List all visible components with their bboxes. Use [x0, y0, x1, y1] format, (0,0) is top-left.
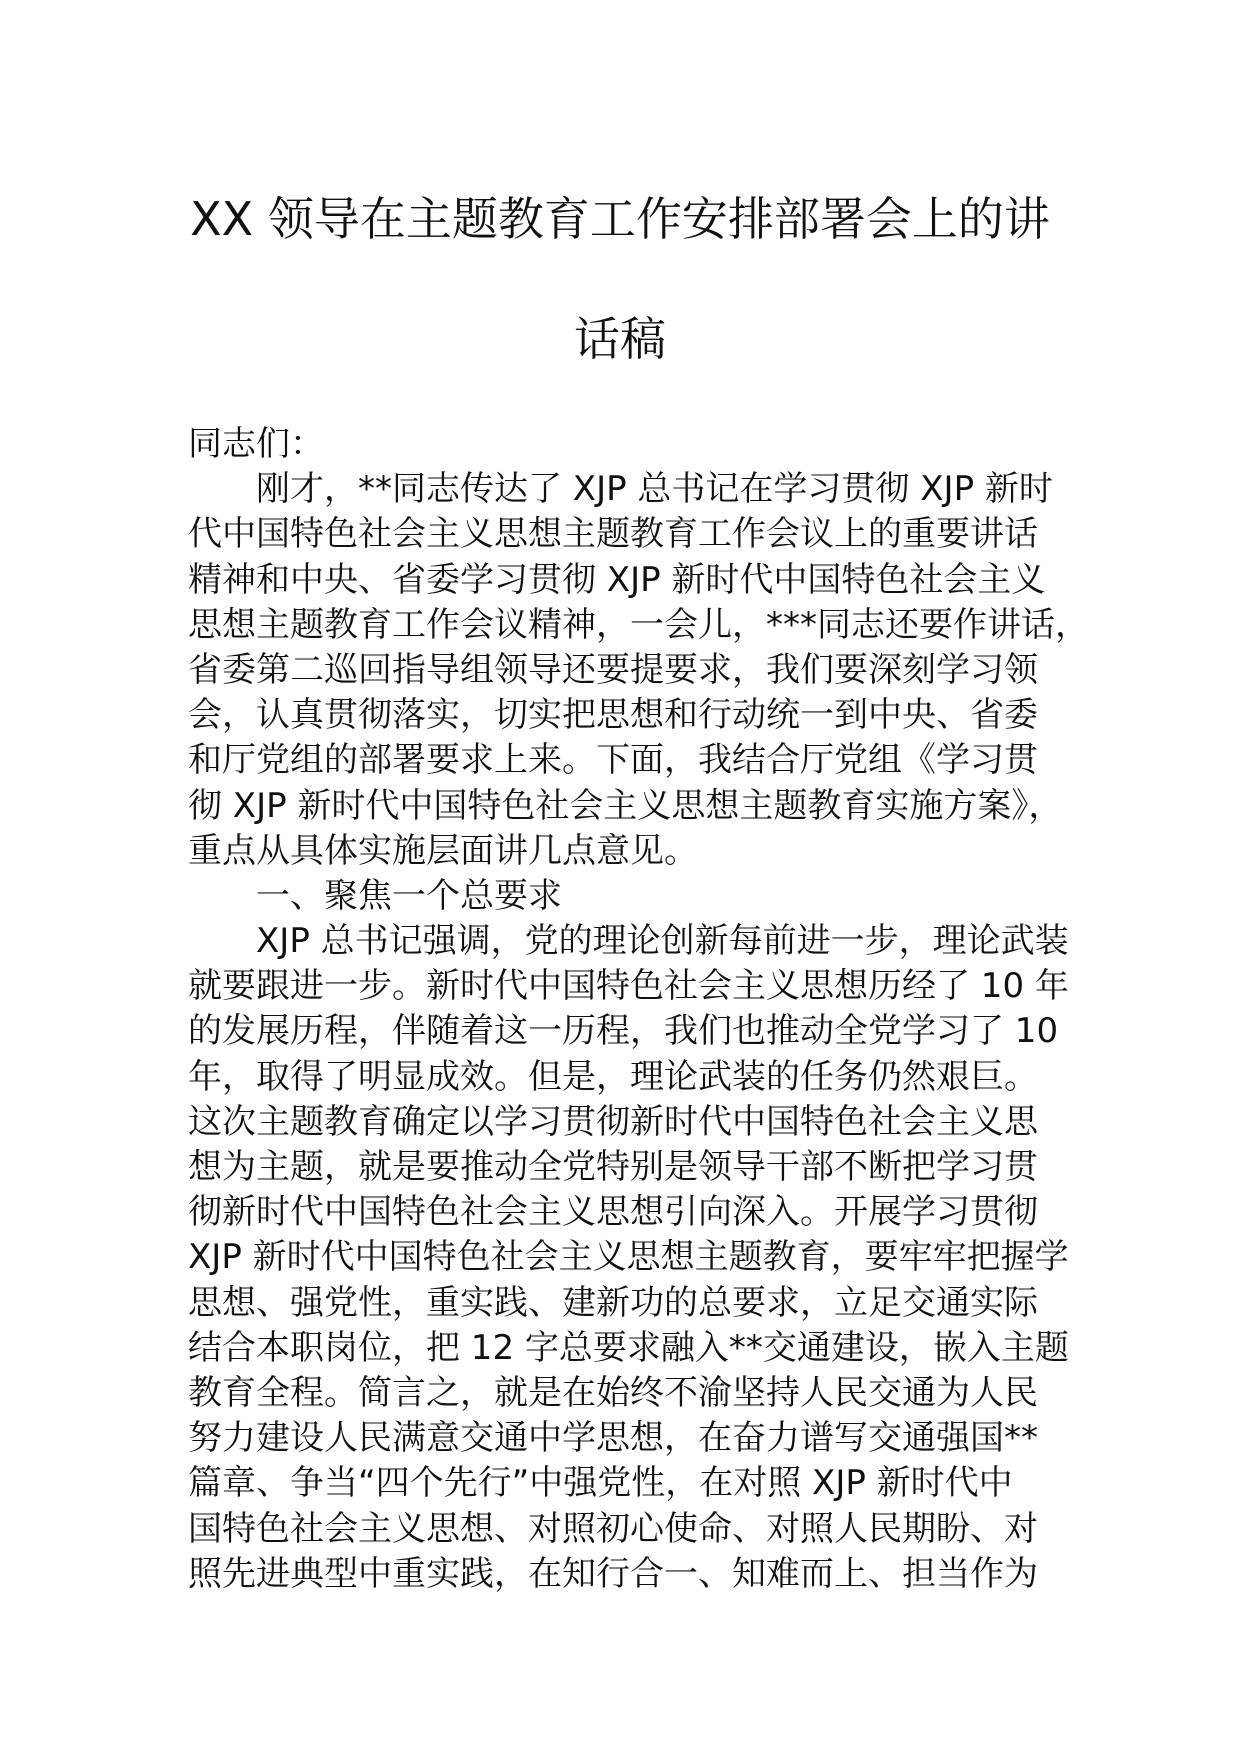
paragraph-line: 教育全程。简言之，就是在始终不渝坚持人民交通为人民: [188, 1372, 1038, 1413]
paragraph-line: 思想主题教育工作会议精神，一会儿，***同志还要作讲话，: [188, 604, 1089, 645]
paragraph-line: 的发展历程，伴随着这一历程，我们也推动全党学习了 10: [188, 1011, 1059, 1052]
document-title-line-2: 话稿: [574, 312, 666, 366]
salutation: 同志们：: [188, 424, 324, 464]
paragraph-line: 省委第二巡回指导组领导还要提要求，我们要深刻学习领: [188, 649, 1038, 690]
paragraph-line: 彻 XJP 新时代中国特色社会主义思想主题教育实施方案》，: [188, 785, 1063, 826]
paragraph-line: 重点从具体实施层面讲几点意见。: [188, 830, 698, 871]
paragraph-line: 就要跟进一步。新时代中国特色社会主义思想历经了 10 年: [188, 966, 1069, 1007]
paragraph-line: 刚才，**同志传达了 XJP 总书记在学习贯彻 XJP 新时: [256, 469, 1053, 510]
paragraph-line: 篇章、争当“四个先行”中强党性，在对照 XJP 新时代中: [188, 1463, 1013, 1504]
paragraph-line: XJP 新时代中国特色社会主义思想主题教育，要牢牢把握学: [188, 1237, 1069, 1278]
paragraph-line: 会，认真贯彻落实，切实把思想和行动统一到中央、省委: [188, 695, 1038, 736]
paragraph-line: 国特色社会主义思想、对照初心使命、对照人民期盼、对: [188, 1508, 1038, 1549]
paragraph-line: 年，取得了明显成效。但是，理论武装的任务仍然艰巨。: [188, 1056, 1038, 1097]
paragraph-line: 彻新时代中国特色社会主义思想引向深入。开展学习贯彻: [188, 1192, 1038, 1233]
section-heading: 一、聚焦一个总要求: [256, 875, 562, 916]
paragraph-line: 精神和中央、省委学习贯彻 XJP 新时代中国特色社会主义: [188, 559, 1046, 600]
paragraph-line: 和厅党组的部署要求上来。下面，我结合厅党组《学习贯: [188, 740, 1038, 781]
paragraph-line: 照先进典型中重实践，在知行合一、知难而上、担当作为: [188, 1553, 1038, 1594]
paragraph-line: 思想、强党性，重实践、建新功的总要求，立足交通实际: [188, 1282, 1038, 1323]
paragraph-line: 这次主题教育确定以学习贯彻新时代中国特色社会主义思: [188, 1101, 1038, 1142]
paragraph-line: 努力建设人民满意交通中学思想，在奋力谱写交通强国**: [188, 1418, 1038, 1459]
paragraph-line: 结合本职岗位，把 12 字总要求融入**交通建设，嵌入主题: [188, 1327, 1069, 1368]
document-body: [188, 422, 1089, 1597]
paragraph-line: 想为主题，就是要推动全党特别是领导干部不断把学习贯: [188, 1147, 1038, 1187]
paragraph-line: 代中国特色社会主义思想主题教育工作会议上的重要讲话: [188, 514, 1038, 555]
paragraph-line: XJP 总书记强调，党的理论创新每前进一步，理论武装: [256, 921, 1069, 962]
document-title-line-1: XX 领导在主题教育工作安排部署会上的讲: [190, 192, 1050, 246]
